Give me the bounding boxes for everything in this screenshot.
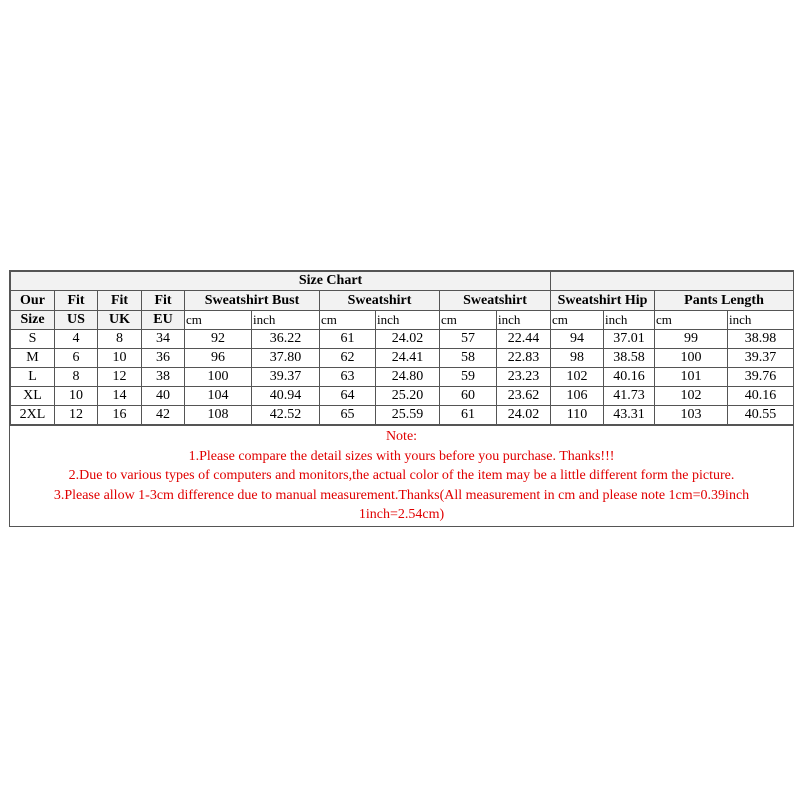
table-cell: 65 xyxy=(320,406,376,425)
table-row xyxy=(11,349,794,368)
header-row-1 xyxy=(11,291,794,311)
table-cell: 14 xyxy=(98,387,142,406)
table-cell: 16 xyxy=(98,406,142,425)
unit-inch: inch xyxy=(497,311,551,330)
table-cell: 36 xyxy=(142,349,185,368)
table-cell: 43.31 xyxy=(604,406,655,425)
chart-title: Size Chart xyxy=(11,272,551,291)
table-cell: 40.16 xyxy=(728,387,794,406)
header-sweatshirt-a: Sweatshirt xyxy=(320,291,440,311)
table-cell: 110 xyxy=(551,406,604,425)
unit-inch: inch xyxy=(728,311,794,330)
table-cell: 61 xyxy=(320,330,376,349)
table-cell: XL xyxy=(11,387,55,406)
table-cell: 37.80 xyxy=(252,349,320,368)
table-cell: 23.62 xyxy=(497,387,551,406)
table-cell: 39.37 xyxy=(252,368,320,387)
table-cell: 24.02 xyxy=(497,406,551,425)
table-cell: 94 xyxy=(551,330,604,349)
table-cell: 34 xyxy=(142,330,185,349)
header-row-2 xyxy=(11,311,794,330)
table-cell: 100 xyxy=(655,349,728,368)
header-fit-us-2: US xyxy=(55,311,98,330)
unit-cm: cm xyxy=(320,311,376,330)
table-cell: 102 xyxy=(655,387,728,406)
table-cell: 58 xyxy=(440,349,497,368)
unit-cm: cm xyxy=(185,311,252,330)
table-cell: 92 xyxy=(185,330,252,349)
table-cell: 25.59 xyxy=(376,406,440,425)
unit-cm: cm xyxy=(440,311,497,330)
table-cell: 6 xyxy=(55,349,98,368)
size-chart-table xyxy=(10,271,794,425)
note-line-3: 3.Please allow 1-3cm difference due to manual measurement.Thanks(All measurement in cm and please note 1cm=0.39inch xyxy=(53,487,750,503)
table-cell: 24.41 xyxy=(376,349,440,368)
table-cell: 96 xyxy=(185,349,252,368)
table-cell: S xyxy=(11,330,55,349)
table-cell: 57 xyxy=(440,330,497,349)
table-cell: 64 xyxy=(320,387,376,406)
table-cell: 8 xyxy=(55,368,98,387)
table-cell: 4 xyxy=(55,330,98,349)
table-cell: 22.83 xyxy=(497,349,551,368)
table-cell: 36.22 xyxy=(252,330,320,349)
table-row xyxy=(11,330,794,349)
table-cell: 40.94 xyxy=(252,387,320,406)
header-fit-uk-2: UK xyxy=(98,311,142,330)
table-cell: 37.01 xyxy=(604,330,655,349)
table-cell: 62 xyxy=(320,349,376,368)
table-cell: 40.55 xyxy=(728,406,794,425)
unit-cm: cm xyxy=(655,311,728,330)
table-row xyxy=(11,406,794,425)
header-fit-us-1: Fit xyxy=(55,291,98,311)
unit-inch: inch xyxy=(604,311,655,330)
table-row xyxy=(11,368,794,387)
table-cell: 22.44 xyxy=(497,330,551,349)
header-fit-eu-2: EU xyxy=(142,311,185,330)
unit-inch: inch xyxy=(252,311,320,330)
table-cell: 103 xyxy=(655,406,728,425)
table-cell: 12 xyxy=(55,406,98,425)
header-sweatshirt-hip: Sweatshirt Hip xyxy=(551,291,655,311)
table-cell: 12 xyxy=(98,368,142,387)
table-cell: 42.52 xyxy=(252,406,320,425)
table-cell: 23.23 xyxy=(497,368,551,387)
note-heading: Note: xyxy=(385,429,418,444)
table-cell: 24.80 xyxy=(376,368,440,387)
header-fit-eu-1: Fit xyxy=(142,291,185,311)
table-cell: 104 xyxy=(185,387,252,406)
size-chart xyxy=(9,270,794,527)
unit-cm: cm xyxy=(551,311,604,330)
header-fit-uk-1: Fit xyxy=(98,291,142,311)
header-size: Size xyxy=(11,311,55,330)
table-cell: 63 xyxy=(320,368,376,387)
notes-block xyxy=(10,425,793,526)
table-cell: 38.98 xyxy=(728,330,794,349)
table-cell: 101 xyxy=(655,368,728,387)
table-cell: 41.73 xyxy=(604,387,655,406)
table-cell: 59 xyxy=(440,368,497,387)
note-line-4: 1inch=2.54cm) xyxy=(358,507,445,522)
table-cell: 2XL xyxy=(11,406,55,425)
table-cell: 10 xyxy=(98,349,142,368)
table-cell: 38 xyxy=(142,368,185,387)
table-cell: 38.58 xyxy=(604,349,655,368)
header-pants-length: Pants Length xyxy=(655,291,794,311)
table-cell: 10 xyxy=(55,387,98,406)
title-row xyxy=(11,272,794,291)
note-line-1: 1.Please compare the detail sizes with yours before you purchase. Thanks!!! xyxy=(188,448,615,464)
table-cell: 25.20 xyxy=(376,387,440,406)
table-cell: 106 xyxy=(551,387,604,406)
table-cell: 40.16 xyxy=(604,368,655,387)
table-cell: 24.02 xyxy=(376,330,440,349)
note-line-2: 2.Due to various types of computers and monitors,the actual color of the item may be a little different form the picture. xyxy=(68,468,735,483)
table-cell: 39.37 xyxy=(728,349,794,368)
header-our: Our xyxy=(11,291,55,311)
header-sweatshirt-b: Sweatshirt xyxy=(440,291,551,311)
table-cell: 60 xyxy=(440,387,497,406)
table-cell: 99 xyxy=(655,330,728,349)
unit-inch: inch xyxy=(376,311,440,330)
table-cell: 100 xyxy=(185,368,252,387)
table-cell: 40 xyxy=(142,387,185,406)
table-cell: L xyxy=(11,368,55,387)
table-cell: 108 xyxy=(185,406,252,425)
table-cell: 98 xyxy=(551,349,604,368)
table-row xyxy=(11,387,794,406)
table-cell: 39.76 xyxy=(728,368,794,387)
table-cell: M xyxy=(11,349,55,368)
title-blank-cell xyxy=(551,272,794,291)
table-cell: 102 xyxy=(551,368,604,387)
table-cell: 42 xyxy=(142,406,185,425)
table-cell: 61 xyxy=(440,406,497,425)
table-cell: 8 xyxy=(98,330,142,349)
header-sweatshirt-bust: Sweatshirt Bust xyxy=(185,291,320,311)
size-rows xyxy=(11,330,794,425)
